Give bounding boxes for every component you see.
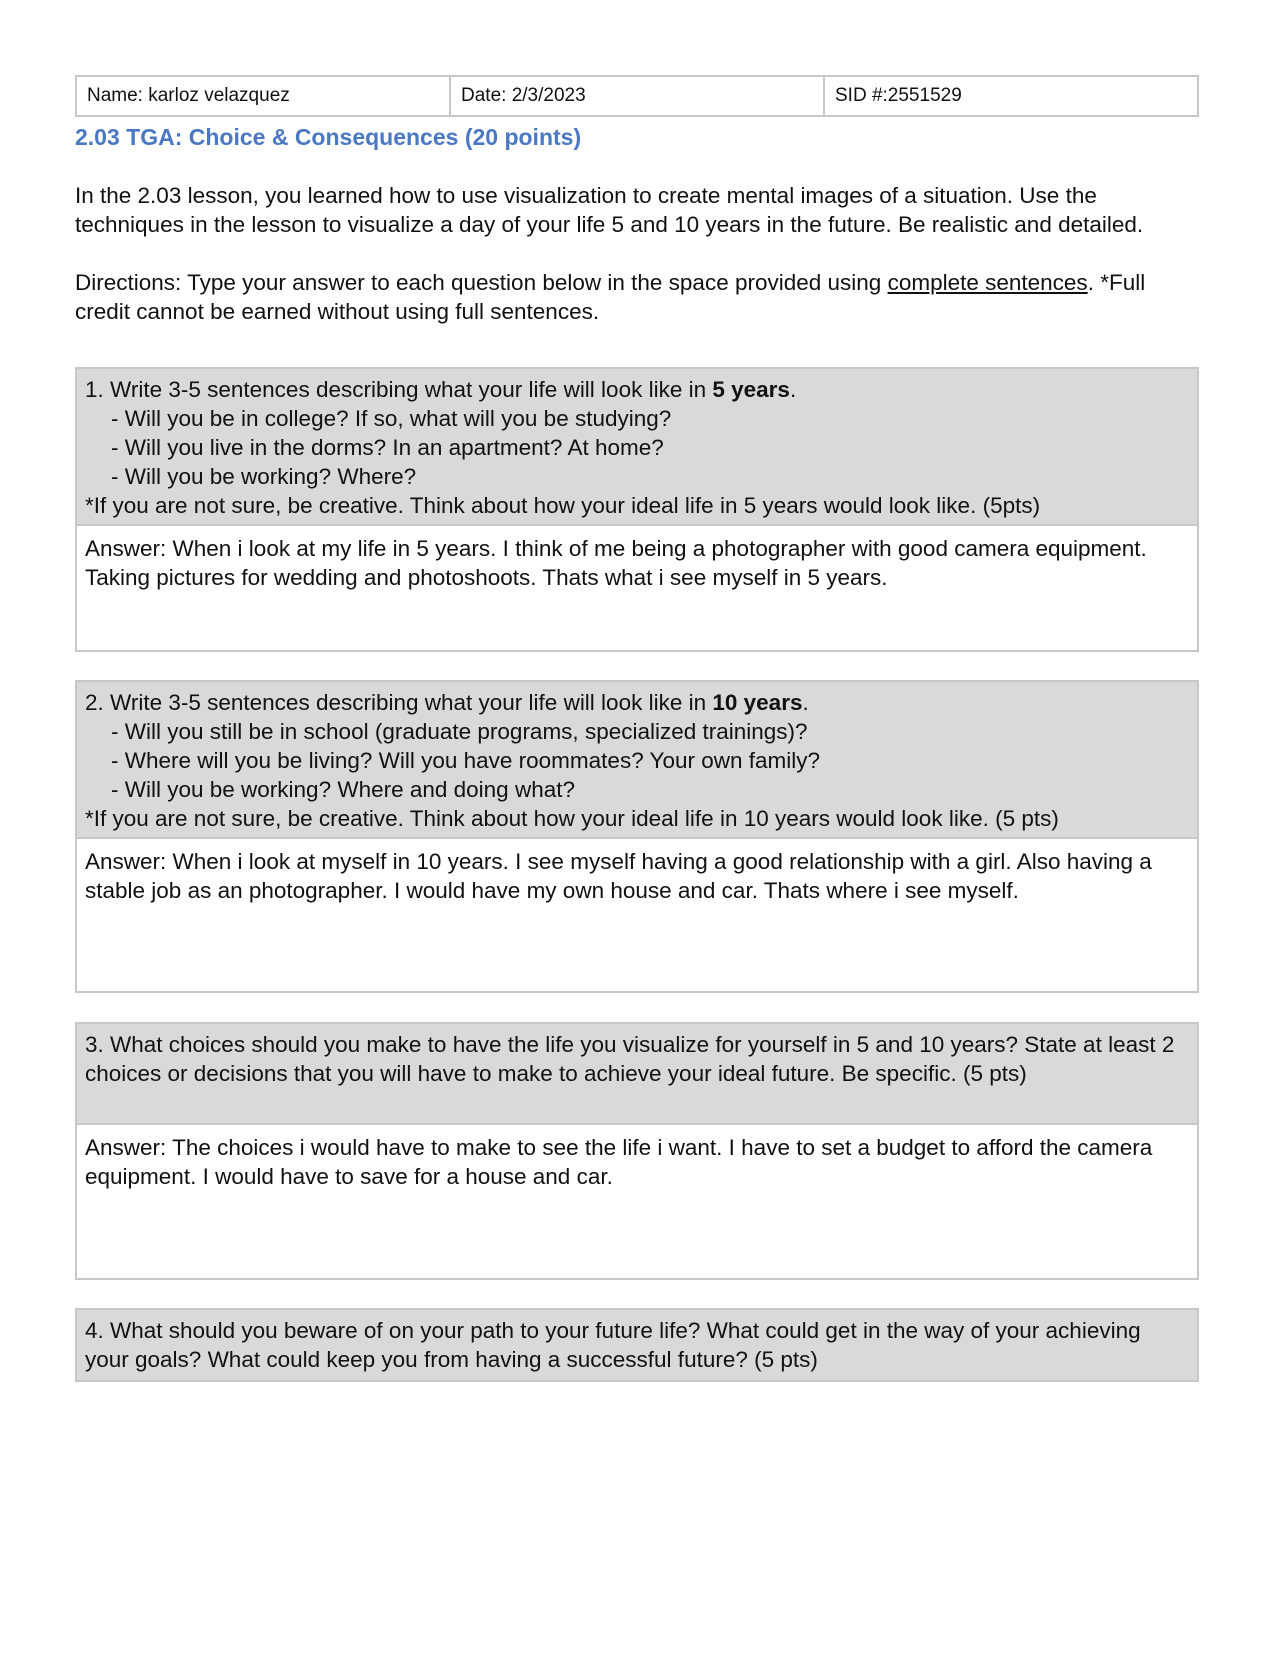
question-1-bold: 5 years	[712, 377, 790, 402]
question-3-answer[interactable]: Answer: The choices i would have to make to see the life i want. I have to set a budget to afford the camera equipment. I would have to save for a house and car.	[77, 1123, 1197, 1278]
complete-sentences-underlined: complete sentences	[887, 270, 1088, 295]
question-2-prompt	[77, 682, 1197, 837]
question-1-bullet: - Will you be working? Where?	[111, 464, 417, 489]
question-2-note: *If you are not sure, be creative. Think about how your ideal life in 10 years would look like. (5 pts)	[85, 806, 1059, 831]
question-2-bullet: - Will you still be in school (graduate programs, specialized trainings)?	[111, 719, 808, 744]
question-2-bullet: - Will you be working? Where and doing what?	[111, 777, 575, 802]
directions-paragraph	[75, 268, 1199, 326]
question-2-lead: 2. Write 3-5 sentences describing what your life will look like in 10 years.	[85, 690, 809, 715]
question-1-bullet: - Will you live in the dorms? In an apartment? At home?	[111, 435, 664, 460]
question-1-bullet: - Will you be in college? If so, what will you be studying?	[111, 406, 672, 431]
question-4-box	[75, 1308, 1199, 1382]
directions-text-end: . *Full credit cannot be earned without using full sentences.	[75, 270, 1146, 324]
student-name-cell: Name: karloz velazquez	[76, 76, 450, 116]
question-3-prompt: 3. What choices should you make to have the life you visualize for yourself in 5 and 10 years? State at least 2 choices or decisions that you will have to make to achieve your ideal future. Be specific. (5 pts)	[77, 1024, 1197, 1123]
question-1-box	[75, 367, 1199, 652]
intro-paragraph: In the 2.03 lesson, you learned how to use visualization to create mental images of a situation. Use the techniques in the lesson to visualize a day of your life 5 and 10 years in the future. Be realistic and detailed.	[75, 183, 1144, 237]
directions-text: Directions: Type your answer to each question below in the space provided using	[75, 270, 888, 295]
sid-cell: SID #:2551529	[824, 76, 1198, 116]
assignment-title: 2.03 TGA: Choice & Consequences (20 points)	[75, 124, 582, 150]
student-info-table	[75, 75, 1199, 117]
question-2-bold: 10 years	[712, 690, 803, 715]
question-4-prompt: 4. What should you beware of on your path to your future life? What could get in the way of your achieving your goals? What could keep you from having a successful future? (5 pts)	[77, 1310, 1197, 1380]
question-1-note: *If you are not sure, be creative. Think about how your ideal life in 5 years would look like. (5pts)	[85, 493, 1041, 518]
question-3-box	[75, 1022, 1199, 1280]
document-page	[75, 75, 1199, 1372]
question-2-bullet: - Where will you be living? Will you have roommates? Your own family?	[111, 748, 821, 773]
question-1-answer[interactable]: Answer: When i look at my life in 5 years. I think of me being a photographer with good camera equipment. Taking pictures for wedding and photoshoots. Thats what i see myself in 5 years.	[77, 524, 1197, 650]
question-1-lead: 1. Write 3-5 sentences describing what your life will look like in 5 years.	[85, 377, 797, 402]
date-cell: Date: 2/3/2023	[450, 76, 824, 116]
question-2-box	[75, 680, 1199, 993]
question-1-prompt	[77, 369, 1197, 524]
question-2-answer[interactable]: Answer: When i look at myself in 10 years. I see myself having a good relationship with a girl. Also having a stable job as an photographer. I would have my own house and car. Thats where i see myself.	[77, 837, 1197, 991]
